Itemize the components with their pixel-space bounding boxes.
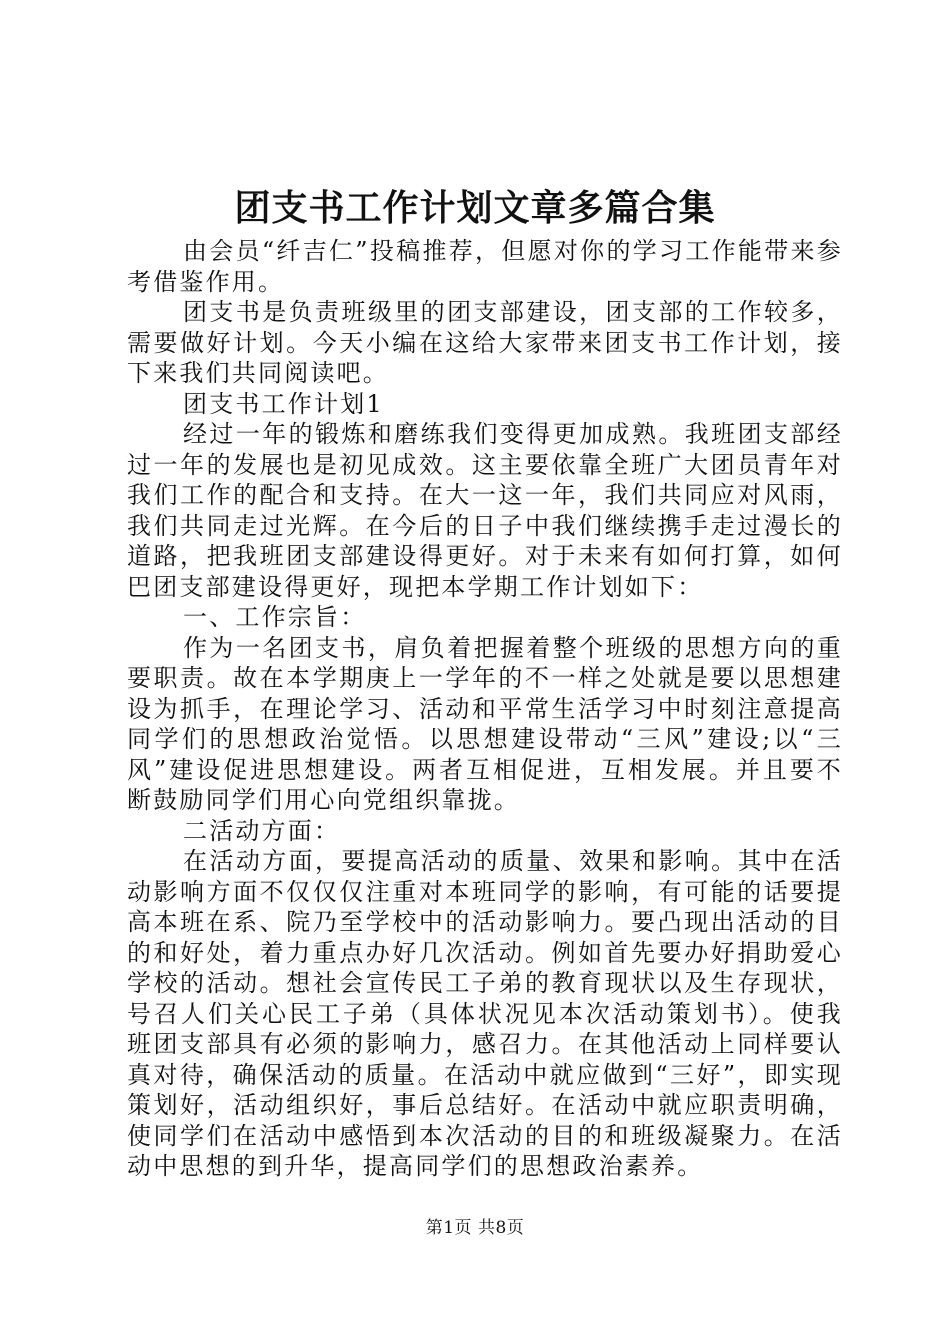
section-heading: 二活动方面：	[183, 816, 341, 845]
body-paragraph: 在活动方面，要提高活动的质量、效果和影响。其中在活动影响方面不仅仅仅注重对本班同学的影响，有可能的话要提高本班在系、院乃至学校中的活动影响力。要凸现出活动的目的和好处，着力重点办好几次活动。例如首先要办好捐助爱心学校的活动。想社会宣传民工子弟的教育现状以及生存现状，号召人们关心民工子弟（具体状况见本次活动策划书）。使我班团支部具有必须的影响力，感召力。在其他活动上同样要认真对待，确保活动的质量。在活动中就应做到“三好”，即实现策划好，活动组织好，事后总结好。在活动中就应职责明确，使同学们在活动中感悟到本次活动的目的和班级凝聚力。在活动中思想的到升华，提高同学们的思想政治素养。	[127, 847, 843, 1180]
page-number-footer: 第1页 共8页	[425, 1218, 525, 1238]
summary-paragraph: 团支书是负责班级里的团支部建设，团支部的工作较多，需要做好计划。今天小编在这给大家带来团支书工作计划，接下来我们共同阅读吧。	[127, 298, 843, 387]
section-heading: 一、工作宗旨：	[183, 603, 367, 631]
body-paragraph: 经过一年的锻炼和磨练我们变得更加成熟。我班团支部经过一年的发展也是初见成效。这主要依靠全班广大团员青年对我们工作的配合和支持。在大一这一年，我们共同应对风雨，我们共同走过光辉。在今后的日子中我们继续携手走过漫长的道路，把我班团支部建设得更好。对于未来有如何打算，如何巴团支部建设得更好，现把本学期工作计划如下：	[127, 420, 843, 601]
intro-paragraph: 由会员“纤吉仁”投稿推荐，但愿对你的学习工作能带来参考借鉴作用。	[127, 237, 843, 296]
plan-heading: 团支书工作计划1	[183, 389, 384, 418]
document-body	[127, 236, 843, 1182]
body-paragraph: 作为一名团支书，肩负着把握着整个班级的思想方向的重要职责。故在本学期庚上一学年的不一样之处就是要以思想建设为抓手，在理论学习、活动和平常生活学习中时刻注意提高同学们的思想政治觉悟。以思想建设带动“三风”建设;以“三风”建设促进思想建设。两者互相促进，互相发展。并且要不断鼓励同学们用心向党组织靠拢。	[127, 633, 843, 814]
document-title: 团支书工作计划文章多篇合集	[234, 187, 716, 229]
